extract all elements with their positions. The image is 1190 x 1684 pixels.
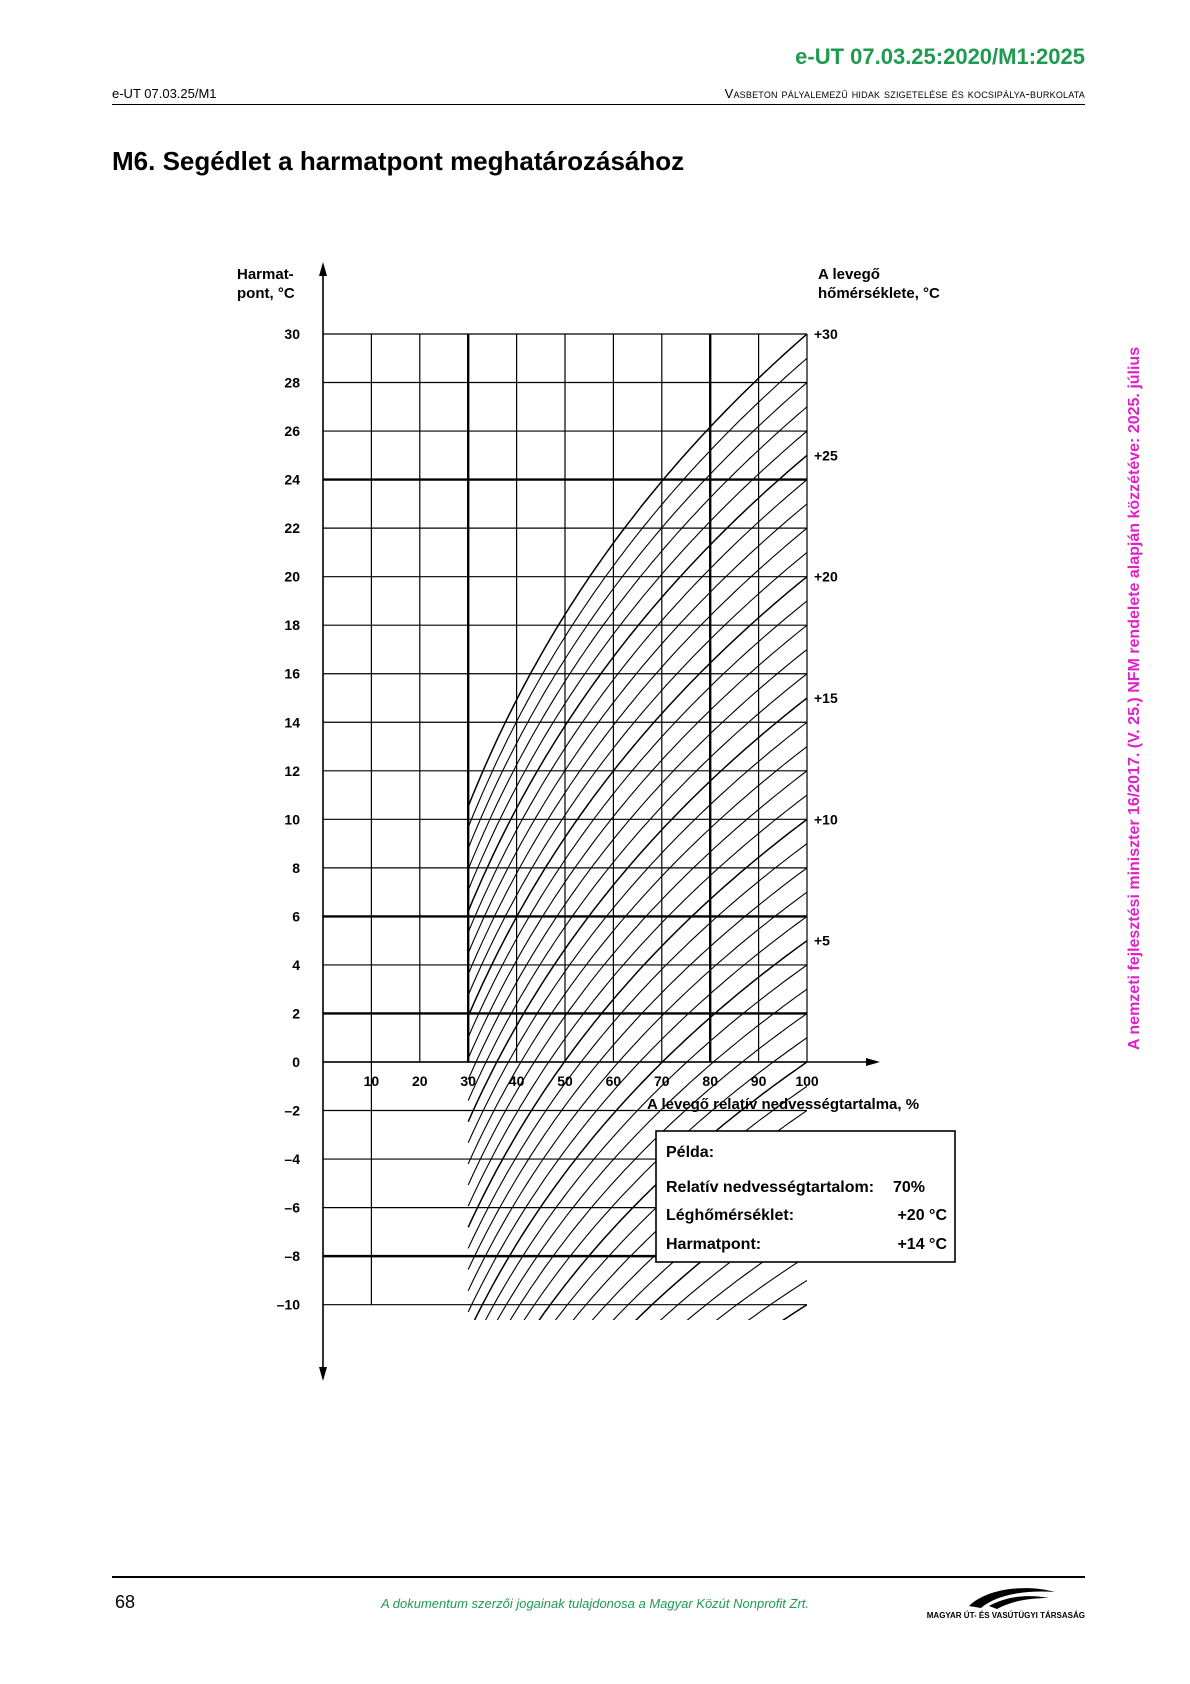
y-tick-label: 16 [284, 665, 300, 682]
x-tick-label: 20 [412, 1073, 428, 1089]
example-box [656, 1131, 955, 1262]
publication-side-note: A nemzeti fejlesztési miniszter 16/2017. (V. 25.) NFM rendelete alapján közzétéve: 2025. július [1126, 346, 1143, 1050]
y-tick-label: 22 [284, 520, 300, 537]
swoosh-icon [967, 1584, 1057, 1610]
document-code: e-UT 07.03.25:2020/M1:2025 [795, 44, 1085, 69]
y-axis-label-line1: Harmat- [237, 266, 294, 283]
y-tick-label: 24 [284, 471, 300, 488]
example-heading: Példa: [666, 1144, 715, 1161]
air-temperature-label: +15 [814, 690, 838, 706]
temperature-curve [468, 625, 807, 1058]
y-tick-label: 12 [284, 762, 300, 779]
x-axis-label: A levegő relatív nedvességtartalma, % [647, 1096, 920, 1113]
y-tick-label: 8 [292, 859, 300, 876]
page-number: 68 [115, 1592, 136, 1612]
y-axis-label-line2: pont, °C [237, 285, 295, 302]
example-row-value: +20 °C [897, 1207, 947, 1224]
y-tick-label: 2 [292, 1005, 300, 1022]
right-label-line1: A levegő [818, 266, 880, 283]
air-temperature-label: +5 [814, 932, 830, 949]
air-temperature-label: +20 [814, 568, 838, 585]
y-axis-arrow-up [319, 262, 327, 276]
y-tick-label: 4 [292, 956, 300, 973]
x-tick-label: 40 [508, 1073, 525, 1089]
x-axis-arrow [866, 1058, 880, 1066]
y-tick-label: 6 [292, 908, 300, 925]
temperature-curve [468, 1280, 807, 1420]
page-title: M6. Segédlet a harmatpont meghatározásához [112, 146, 685, 176]
example-row-value: 70% [893, 1179, 926, 1196]
y-tick-label: 0 [292, 1054, 300, 1070]
temperature-curve [468, 552, 807, 995]
example-row-label: Harmatpont: [666, 1236, 762, 1253]
temperature-curve [468, 698, 807, 1122]
publisher-logo [926, 1584, 1085, 1620]
header-left-code: e-UT 07.03.25/M1 [112, 86, 217, 101]
x-tick-label: 30 [460, 1073, 476, 1089]
temperature-curve [468, 577, 807, 1017]
example-row-label: Léghőmérséklet: [666, 1207, 795, 1224]
air-temperature-label: +10 [814, 811, 838, 828]
x-tick-label: 80 [702, 1073, 718, 1089]
y-tick-label: 28 [284, 374, 300, 391]
air-temperature-label: +30 [814, 326, 838, 342]
y-tick-label: –2 [284, 1102, 300, 1119]
y-tick-label: –6 [284, 1199, 300, 1216]
copyright-notice: A dokumentum szerzői jogainak tulajdonosa a Magyar Közút Nonprofit Zrt. [380, 1596, 809, 1611]
x-tick-label: 60 [605, 1073, 622, 1089]
y-tick-label: 30 [284, 326, 300, 342]
temperature-curve [468, 1256, 807, 1420]
temperature-curve [468, 650, 807, 1080]
temperature-curve [468, 1305, 807, 1420]
y-tick-label: –4 [284, 1151, 300, 1168]
y-tick-label: 20 [284, 568, 300, 585]
x-tick-label: 90 [750, 1073, 767, 1089]
publisher-name: MAGYAR ÚT- ÉS VASÚTÜGYI TÁRSASÁG [926, 1611, 1085, 1620]
y-tick-label: –10 [276, 1296, 300, 1313]
x-tick-label: 70 [654, 1073, 670, 1089]
y-tick-label: –8 [284, 1248, 300, 1265]
footer-divider [112, 1576, 1085, 1578]
y-tick-label: 18 [284, 617, 300, 634]
y-tick-label: 26 [284, 423, 300, 440]
air-temperature-label: +25 [814, 447, 838, 464]
x-tick-label: 100 [795, 1073, 819, 1089]
y-axis-arrow-down [319, 1367, 327, 1381]
right-label-line2: hőmérséklete, °C [818, 285, 940, 302]
x-tick-label: 50 [557, 1073, 573, 1089]
x-tick-label: 10 [363, 1073, 380, 1089]
example-row-label: Relatív nedvességtartalom: [666, 1179, 875, 1196]
y-tick-label: 14 [284, 714, 300, 731]
example-row-value: +14 °C [897, 1236, 947, 1253]
y-tick-label: 10 [284, 811, 300, 828]
header-document-title: Vasbeton pályalemezű hidak szigetelése és kocsipálya-burkolata [724, 86, 1085, 101]
